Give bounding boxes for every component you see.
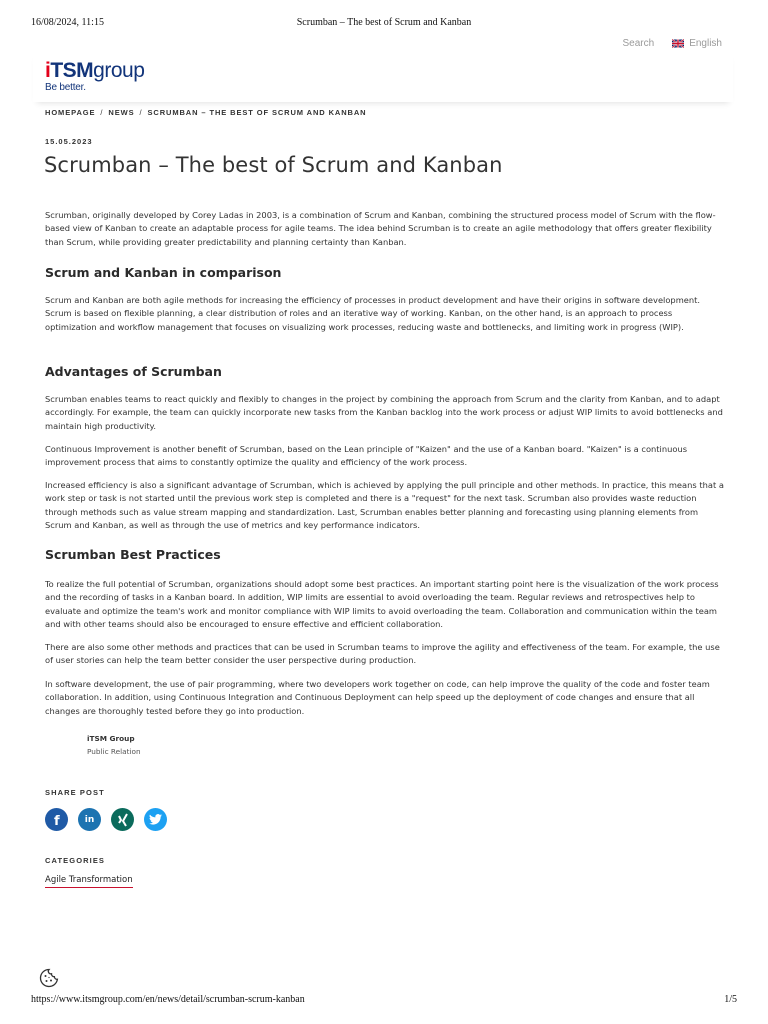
section-body: [45, 479, 725, 533]
article-title: Scrumban – The best of Scrum and Kanban: [44, 153, 503, 177]
author-role: Public Relation: [87, 746, 141, 756]
share-buttons: [45, 808, 167, 831]
breadcrumb-home[interactable]: HOMEPAGE: [45, 108, 96, 117]
logo-tagline: Be better.: [45, 82, 86, 93]
language-label: English: [689, 37, 722, 49]
twitter-icon[interactable]: [144, 808, 167, 831]
section-body: [45, 443, 725, 470]
breadcrumb-news[interactable]: NEWS: [108, 108, 135, 117]
section-paragraph: In software development, the use of pair programming, where two developers work together on code, can help improve the quality of the code and foster team collaboration. In addition, using Continuous Integration and Continuous Deployment can help speed up the deployment of code changes and ensure that all changes are thoroughly tested before they go into production.: [45, 679, 710, 716]
article-intro: [45, 209, 725, 249]
print-header: [0, 17, 768, 31]
section-body: [45, 578, 725, 632]
itsm-logo[interactable]: [45, 60, 144, 93]
author-name: iTSM Group: [87, 734, 135, 743]
section-paragraph: There are also some other methods and practices that can be used in Scrumban teams to improve the agility and effectiveness of the team. For example, the use of user stories can help the team better consider the user perspective during production.: [45, 642, 720, 666]
search-link[interactable]: Search: [622, 37, 655, 49]
section-paragraph: Scrumban enables teams to react quickly and flexibly to changes in the project by combining the approach from Scrum and the clarity from Kanban, and to adapt accordingly. For example, the team can quickly incorporate new tasks from the Kanban backlog into the work process or adjust WIP limits to avoid bottlenecks and maintain high productivity.: [45, 394, 723, 431]
intro-paragraph: Scrumban, originally developed by Corey Ladas in 2003, is a combination of Scrum and Kanban, combining the structured process model of Scrum with the flow-based view of Kanban to create an adaptable process for agile teams. The idea behind Scrumban is to create an agile methodology that offers greater flexibility than Scrum, while providing greater predictability and planning certainty than Kanban.: [45, 210, 716, 247]
section-heading: Advantages of Scrumban: [45, 364, 222, 379]
section-body: [45, 393, 725, 433]
categories-label: CATEGORIES: [45, 856, 106, 865]
print-url: https://www.itsmgroup.com/en/news/detail/scrumban-scrum-kanban: [31, 994, 305, 1005]
svg-text:f: f: [53, 813, 60, 827]
section-paragraph: Scrum and Kanban are both agile methods for increasing the efficiency of processes in product development and have their origins in software development. Scrum is based on flexible planning, a clear distribution of roles and an iterative way of working. Kanban, on the other hand, is an approach to process optimization and workflow management that focuses on visualizing work processes, reducing waste and bottlenecks, and limiting work in progress (WIP).: [45, 295, 701, 332]
share-label: SHARE POST: [45, 788, 105, 797]
print-doc-title: Scrumban – The best of Scrum and Kanban: [296, 17, 472, 28]
linkedin-icon[interactable]: in: [78, 808, 101, 831]
print-footer: [0, 994, 768, 1008]
section-paragraph: Continuous Improvement is another benefit of Scrumban, based on the Lean principle of "Kaizen" and the use of a Kanban board. "Kaizen" is a continuous improvement process that aims to constantly optimize the quality and efficiency of the work process.: [45, 444, 688, 468]
print-datetime: 16/08/2024, 11:15: [31, 17, 104, 28]
breadcrumb: HOMEPAGE / NEWS / SCRUMBAN – THE BEST OF SCRUM AND KANBAN: [45, 108, 367, 117]
xing-icon[interactable]: [111, 808, 134, 831]
facebook-icon[interactable]: [45, 808, 68, 831]
uk-flag-icon: [672, 39, 684, 48]
topbar: [623, 36, 723, 50]
author-block: [87, 733, 141, 758]
logo-wordmark: iTSMgroup: [45, 59, 145, 82]
article-date: 15.05.2023: [45, 137, 93, 146]
breadcrumb-current: SCRUMBAN – THE BEST OF SCRUM AND KANBAN: [147, 108, 367, 117]
cookie-icon[interactable]: [39, 968, 59, 988]
section-body: [45, 294, 725, 334]
section-heading: Scrum and Kanban in comparison: [45, 265, 282, 280]
section-paragraph: To realize the full potential of Scrumban, organizations should adopt some best practices. An important starting point here is the visualization of the work process and the recording of tasks in a Kanban board. In addition, WIP limits are essential to avoid overloading the team. Regular reviews and retrospectives help to evaluate and optimize the team's work and monitor compliance with WIP limits to avoid overloading the team. Collaboration and communication within the team and with other teams should also be encouraged to ensure effective and efficient collaboration.: [45, 579, 719, 630]
category-link[interactable]: Agile Transformation: [45, 875, 133, 888]
print-page-number: 1/5: [724, 994, 737, 1005]
language-selector[interactable]: [672, 38, 722, 49]
section-body: [45, 678, 725, 718]
section-heading: Scrumban Best Practices: [45, 547, 221, 562]
site-header: [33, 50, 733, 102]
section-body: [45, 641, 725, 668]
section-paragraph: Increased efficiency is also a significant advantage of Scrumban, which is achieved by applying the pull principle and other methods. In practice, this means that a work step or task is not started until the previous work step is completed and there is a "request" for the next task. Scrumban also provides waste reduction through methods such as value stream mapping and standardization. Last, Scrumban enables better planning and forecasting using planning elements from Scrum and Kanban, as well as through the use of metrics and key performance indicators.: [45, 480, 724, 531]
